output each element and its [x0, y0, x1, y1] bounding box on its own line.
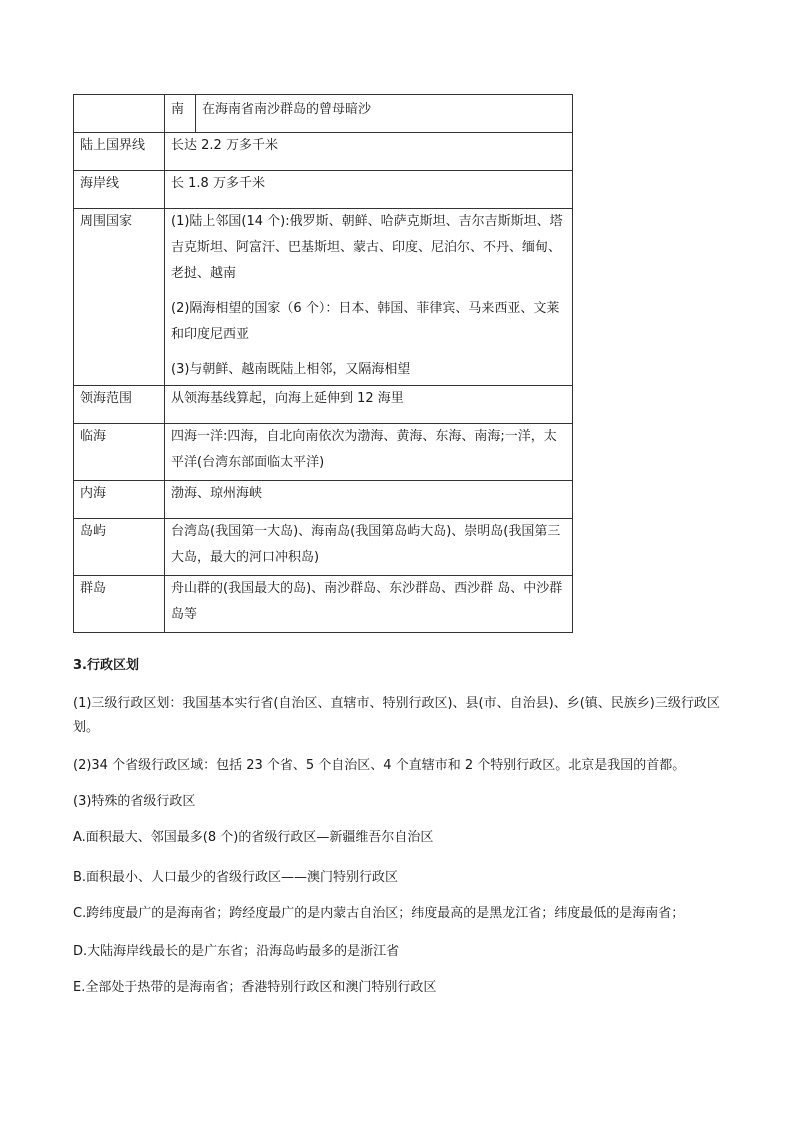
- table-content-cell: 四海一洋:四海，自北向南依次为渤海、黄海、东海、南海;一洋，太平洋(台湾东部面临太平洋): [165, 424, 573, 481]
- table-content-cell: 长达 2.2 万多千米: [165, 133, 573, 171]
- direction-cell: 南: [165, 95, 196, 132]
- table-label-cell: 陆上国界线: [74, 133, 165, 171]
- table-content-cell: 舟山群的(我国最大的岛)、南沙群岛、东沙群岛、西沙群 岛、中沙群岛等: [165, 576, 573, 633]
- table-content-cell: [165, 95, 573, 133]
- table-row: [74, 519, 573, 576]
- paragraph: A.面积最大、邻国最多(8 个)的省级行政区—新疆维吾尔自治区: [73, 830, 434, 845]
- table-content-cell: 渤海、琼州海峡: [165, 481, 573, 519]
- table-label-cell: 临海: [74, 424, 165, 481]
- paragraph: C.跨纬度最广的是海南省；跨经度最广的是内蒙古自治区；纬度最高的是黑龙江省；纬度最低的是海南省；: [73, 906, 685, 921]
- table-row: [74, 209, 573, 386]
- paragraph: (1)三级行政区划：我国基本实行省(自治区、直辖市、特别行政区)、县(市、自治县)、乡(镇、民族乡)三级行政区划。: [73, 696, 720, 735]
- paragraph: B.面积最小、人口最少的省级行政区——澳门特别行政区: [73, 870, 399, 885]
- section-heading: 3.行政区划: [73, 658, 139, 673]
- table-row: [74, 133, 573, 171]
- neighbor-item: (3)与朝鲜、越南既陆上相邻，又隔海相望: [171, 362, 411, 377]
- table-content-cell: 台湾岛(我国第一大岛)、海南岛(我国第岛屿大岛)、崇明岛(我国第三大岛，最大的河口冲积岛): [165, 519, 573, 576]
- table-row: [74, 386, 573, 424]
- table-row: [74, 171, 573, 209]
- table-content-cell: 从领海基线算起，向海上延伸到 12 海里: [165, 386, 573, 424]
- paragraph: D.大陆海岸线最长的是广东省；沿海岛屿最多的是浙江省: [73, 944, 400, 959]
- geography-table: [73, 94, 573, 633]
- table-row: [74, 95, 573, 133]
- table-row: [74, 424, 573, 481]
- paragraph: (3)特殊的省级行政区: [73, 794, 196, 809]
- direction-text: 在海南省南沙群岛的曾母暗沙: [202, 102, 372, 117]
- table-label-cell: 领海范围: [74, 386, 165, 424]
- paragraph: (2)34 个省级行政区域：包括 23 个省、5 个自治区、4 个直辖市和 2 个特别行政区。北京是我国的首都。: [73, 758, 686, 773]
- neighbor-item: (2)隔海相望的国家（6 个）：日本、韩国、菲律宾、马来西亚、文莱和印度尼西亚: [171, 301, 560, 342]
- neighbor-item: (1)陆上邻国(14 个):俄罗斯、朝鲜、哈萨克斯坦、吉尔吉斯斯坦、塔吉克斯坦、阿富汗、巴基斯坦、蒙古、印度、尼泊尔、不丹、缅甸、老挝、越南: [171, 214, 563, 281]
- table-label-cell: 内海: [74, 481, 165, 519]
- table-row: [74, 576, 573, 633]
- table-content-cell: 长 1.8 万多千米: [165, 171, 573, 209]
- table-label-cell: 海岸线: [74, 171, 165, 209]
- table-row: [74, 481, 573, 519]
- table-label-cell: 岛屿: [74, 519, 165, 576]
- table-label-cell: [74, 95, 165, 133]
- table-content-cell: [165, 209, 573, 386]
- table-label-cell: 群岛: [74, 576, 165, 633]
- table-label-cell: 周围国家: [74, 209, 165, 386]
- paragraph: E.全部处于热带的是海南省；香港特别行政区和澳门特别行政区: [73, 980, 437, 995]
